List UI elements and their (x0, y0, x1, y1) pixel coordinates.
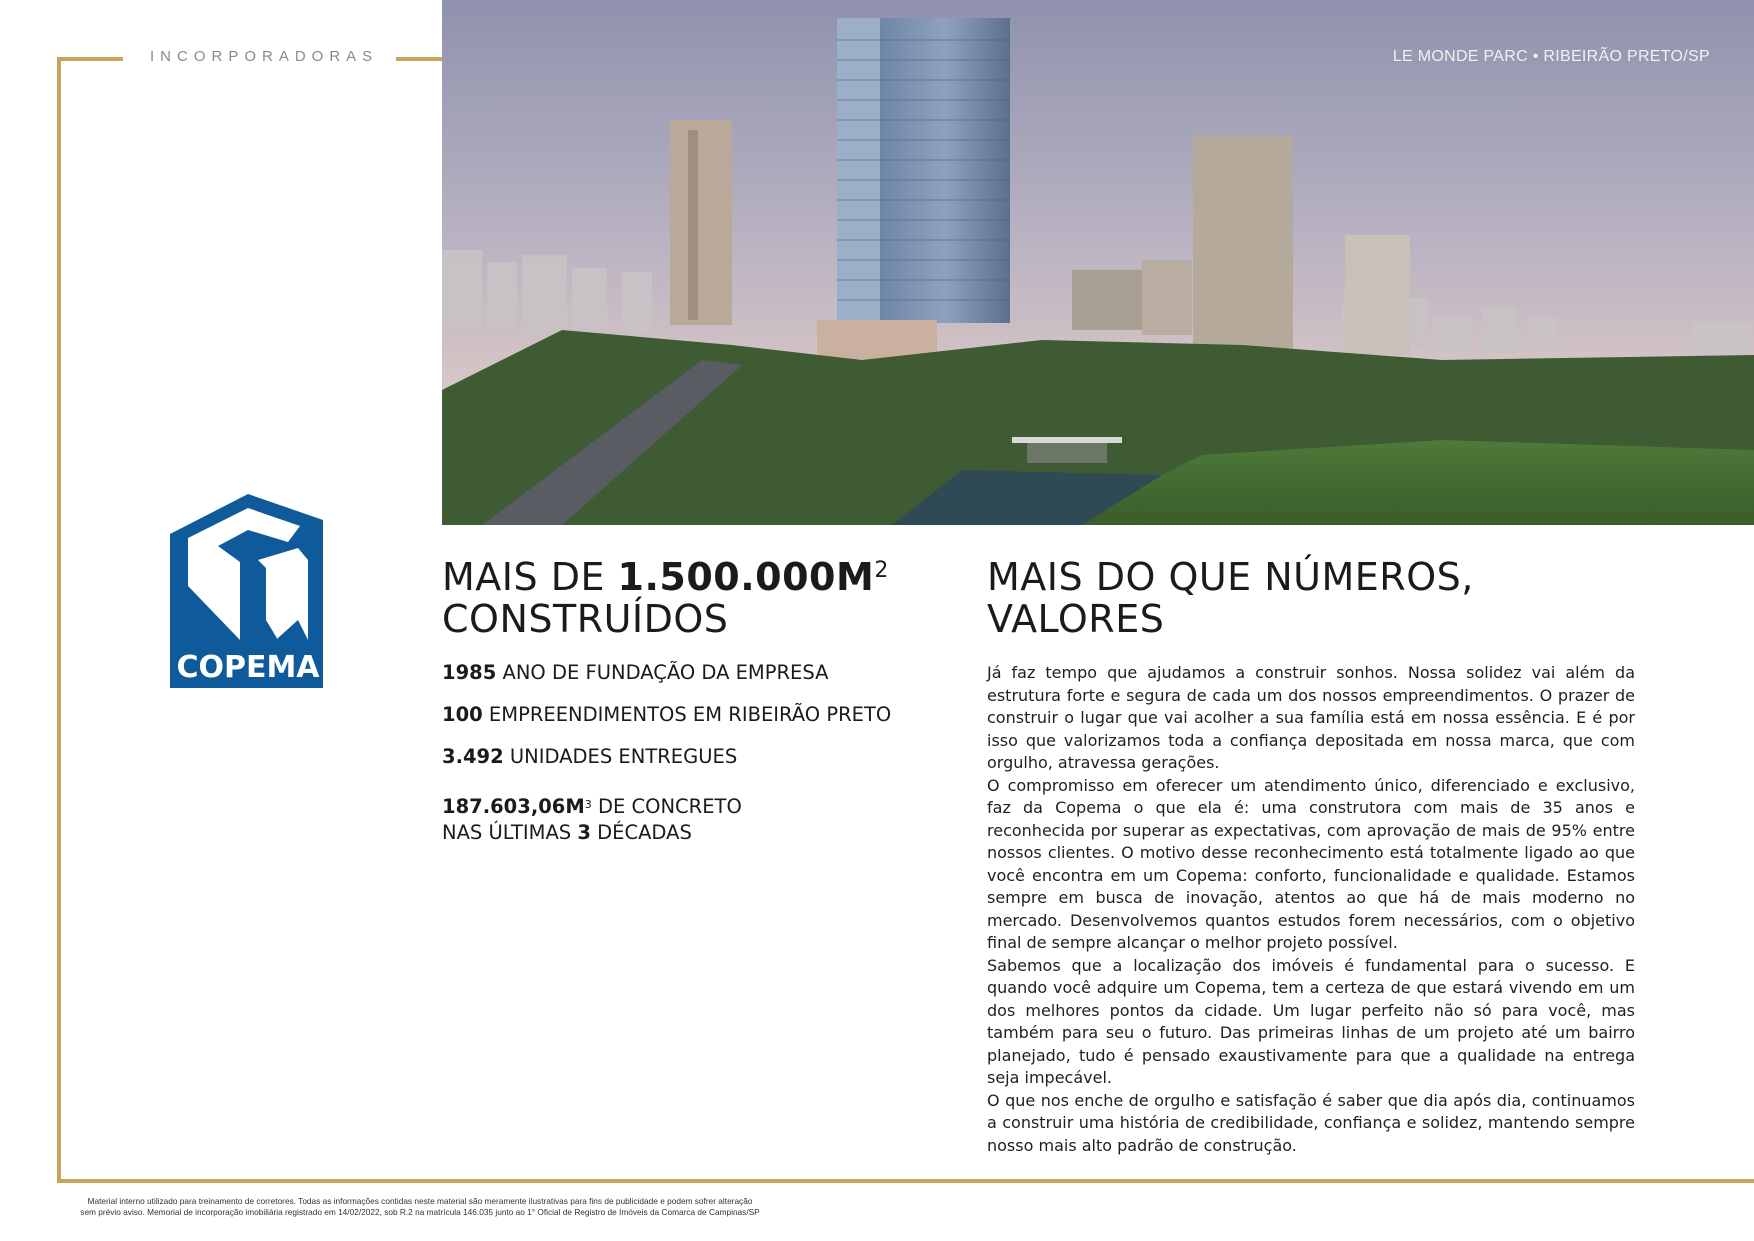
frame-top-left-line (57, 57, 123, 61)
heading-values (987, 556, 1474, 640)
heading-line2: CONSTRUÍDOS (442, 597, 729, 641)
stat-label: EMPREENDIMENTOS EM RIBEIRÃO PRETO (482, 703, 892, 726)
concrete-label2-number: 3 (577, 821, 591, 844)
heading-sup: 2 (874, 558, 889, 583)
concrete-label2-suffix: DÉCADAS (590, 821, 692, 844)
stat-units (442, 744, 942, 770)
stat-label: UNIDADES ENTREGUES (503, 745, 738, 768)
concrete-value: 187.603,06M (442, 795, 585, 818)
hero-photo (442, 0, 1754, 525)
paragraph: Já faz tempo que ajudamos a construir sonhos. Nossa solidez vai além da estrutura forte e segura de cada um dos nossos empreendimentos. O prazer de construir o lugar que vai acolher a sua família está em nossa essência. E é por isso que valorizamos toda a confiança depositada em nossa marca, que com orgulho, atravessa gerações. (987, 663, 1635, 772)
stat-founding (442, 660, 942, 686)
heading-prefix: MAIS DE (442, 555, 618, 599)
paragraph: Sabemos que a localização dos imóveis é fundamental para o sucesso. E quando você adquire um Copema, tem a certeza de que estará vivendo em um dos melhores pontos da cidade. Um lugar perfeito não só para você, mas também para seu o futuro. Das primeiras linhas de um projeto até um bairro planejado, tudo é pensado exaustivamente para que a qualidade na entrega seja impecável. (987, 955, 1635, 1087)
stat-label: ANO DE FUNDAÇÃO DA EMPRESA (496, 661, 829, 684)
stat-concrete (442, 794, 942, 846)
legal-footnote (60, 1196, 780, 1218)
heading-values-line1: MAIS DO QUE NÚMEROS, (987, 555, 1474, 599)
heading-values-line2: VALORES (987, 597, 1165, 641)
concrete-label2-prefix: NAS ÚLTIMAS (442, 821, 578, 844)
paragraph: O compromisso em oferecer um atendimento único, diferenciado e exclusivo, faz da Copema o que ela é: uma construtora com mais de 35 anos e reconhecida por superar as expectativas, com aprovação de mais de 95% entre nossos clientes. O motivo desse reconhecimento está totalmente ligado ao que você encontra em um Copema: conforto, funcionalidade e qualidade. Estamos sempre em busca de inovação, atentos ao que há de mais moderno no mercado. Desenvolvemos quantos estudos forem necessários, com o objetivo final de sempre alcançar o melhor projeto possível. (987, 775, 1635, 952)
stat-value: 100 (442, 703, 483, 726)
copema-logo (168, 490, 328, 692)
stat-developments (442, 702, 942, 728)
heading-number: 1.500.000M (617, 555, 875, 599)
heading-constructed (442, 556, 889, 640)
stat-value: 3.492 (442, 745, 504, 768)
frame-left-line (57, 57, 61, 1183)
frame-bottom-line (57, 1179, 1754, 1183)
stat-value: 1985 (442, 661, 497, 684)
photo-caption: LE MONDE PARC • RIBEIRÃO PRETO/SP (1392, 48, 1710, 65)
concrete-label: DE CONCRETO (591, 795, 742, 818)
body-text (987, 662, 1635, 1157)
paragraph: O que nos enche de orgulho e satisfação é saber que dia após dia, continuamos a construir uma história de credibilidade, confiança e solidez, mantendo sempre nosso mais alto padrão de construção. (987, 1090, 1635, 1155)
section-label: INCORPORADORAS (150, 48, 379, 65)
copema-logo-text: COPEMA (176, 650, 320, 685)
footnote-line2: sem prévio aviso. Memorial de incorporação imobiliária registrado em 14/02/2022, sob R.2 na matrícula 146.035 junto ao 1° Oficial de Registro de Imóveis da Comarca de Campinas/SP (80, 1207, 760, 1217)
footnote-line1: Material interno utilizado para treinamento de corretores. Todas as informações contidas neste material são meramente ilustrativas para fins de publicidade e podem sofrer alteração (87, 1196, 753, 1206)
concrete-sup: 3 (584, 798, 592, 811)
stats-list (442, 660, 942, 862)
skyline-illustration (442, 0, 1754, 525)
frame-top-right-line (396, 57, 442, 61)
